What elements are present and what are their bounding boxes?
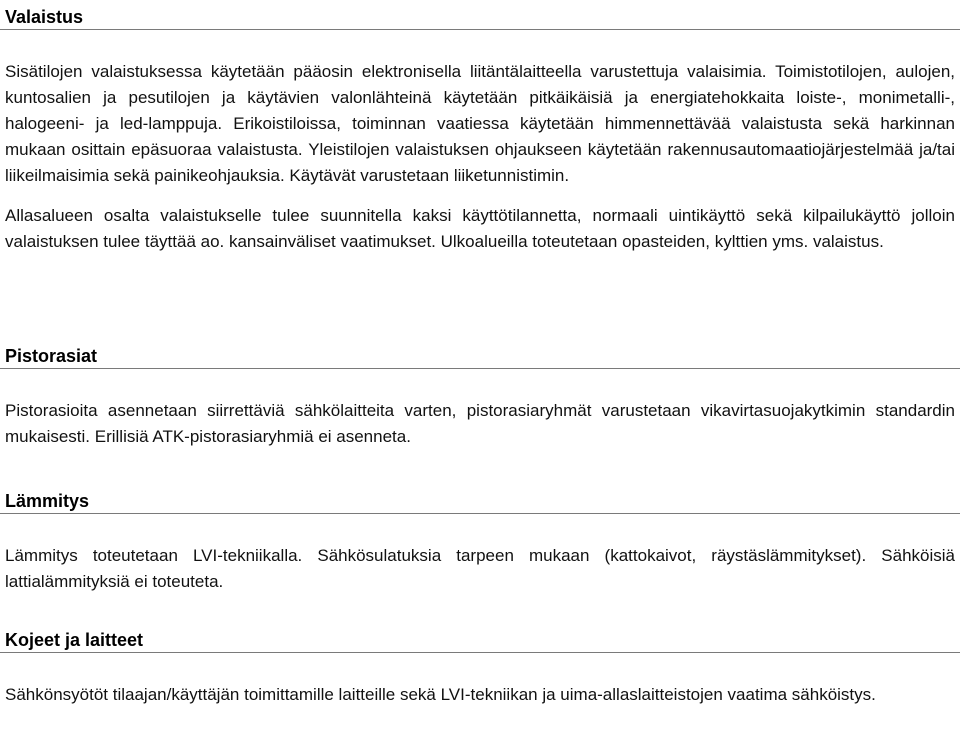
section-heading: Kojeet ja laitteet xyxy=(0,629,960,653)
section-kojeet-ja-laitteet xyxy=(0,629,960,708)
section-heading: Valaistus xyxy=(0,6,960,30)
section-paragraph: Sisätilojen valaistuksessa käytetään pääosin elektronisella liitäntälaitteella varustettuja valaisimia. Toimistotilojen, aulojen, kuntosalien ja pesutilojen ja käytävien valonlähteinä käytetään pitkäikäisiä ja energiatehokkaita loiste-, monimetalli-, halogeeni- ja led-lamppuja. Erikoistiloissa, toiminnan vaatiessa käytetään himmennettävää valaistusta sekä harkinnan mukaan osittain epäsuoraa valaistusta. Yleistilojen valaistuksen ohjaukseen käytetään rakennusautomaatiojärjestelmää ja/tai liikeilmaisimia sekä painikeohjauksia. Käytävät varustetaan liiketunnistimin. xyxy=(5,62,955,185)
section-heading: Pistorasiat xyxy=(0,345,960,369)
section-paragraph: Sähkönsyötöt tilaajan/käyttäjän toimittamille laitteille sekä LVI-tekniikan ja uima-allaslaitteistojen vaatima sähköistys. xyxy=(5,685,876,704)
section-paragraph: Lämmitys toteutetaan LVI-tekniikalla. Sähkösulatuksia tarpeen mukaan (kattokaivot, räystäslämmitykset). Sähköisiä lattialämmityksiä ei toteuteta. xyxy=(5,546,955,591)
section-pistorasiat xyxy=(0,345,960,450)
section-paragraph: Allasalueen osalta valaistukselle tulee suunnitella kaksi käyttötilannetta, normaali uintikäyttö sekä kilpailukäyttö jolloin valaistuksen tulee täyttää ao. kansainväliset vaatimukset. Ulkoalueilla toteutetaan opasteiden, kylttien yms. valaistus. xyxy=(5,206,955,251)
section-heading: Lämmitys xyxy=(0,490,960,514)
section-valaistus xyxy=(0,6,960,255)
section-paragraph: Pistorasioita asennetaan siirrettäviä sähkölaitteita varten, pistorasiaryhmät varustetaan vikavirtasuojakytkimin standardin mukaisesti. Erillisiä ATK-pistorasiaryhmiä ei asenneta. xyxy=(5,401,955,446)
section-lammitys xyxy=(0,490,960,595)
